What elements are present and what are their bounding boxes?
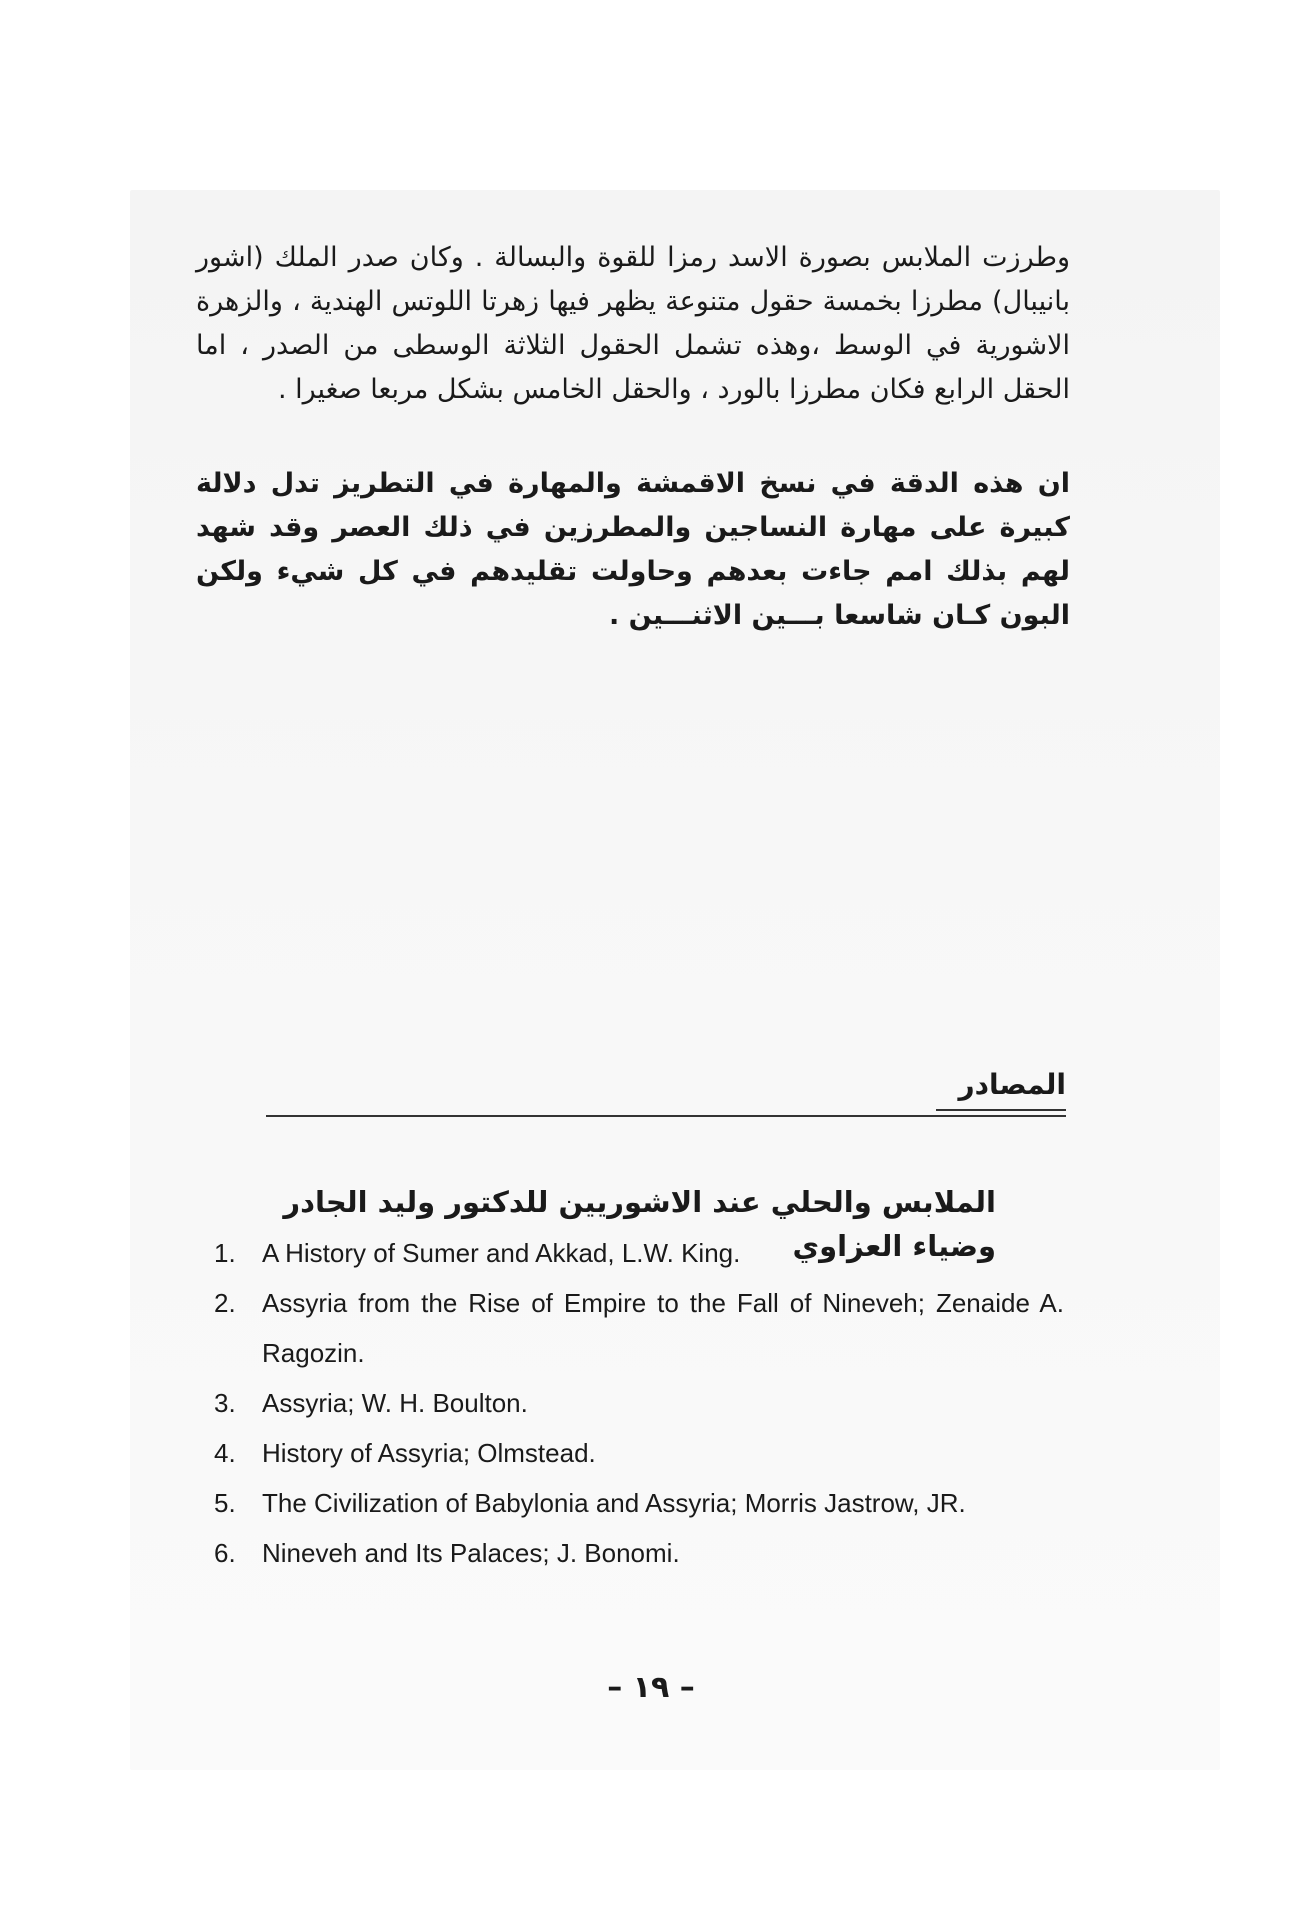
arabic-reference: الملابس والحلي عند الاشوريين للدكتور وليد الجادر وضياء العزاوي <box>283 1185 996 1263</box>
page-number: – ١٩ – <box>607 1670 695 1705</box>
paragraph-1: وطرزت الملابس بصورة الاسد رمزا للقوة والبسالة . وكان صدر الملك (اشور بانيبال) مطرزا بخمسة حقول متنوعة يظهر فيها زهرتا اللوتس الهندية ، والزهرة الاشورية في الوسط ،وهذه تشمل الحقول الثلاثة الوسطى من الصدر ، اما الحقل الرابع فكان مطرزا بالورد ، والحقل الخامس بشكل مربعا صغيرا . <box>196 242 1070 405</box>
reference-number: 3. <box>214 1388 236 1418</box>
reference-number: 6. <box>214 1538 236 1568</box>
reference-item <box>214 1528 1064 1578</box>
reference-number: 5. <box>214 1488 236 1518</box>
reference-text: A History of Sumer and Akkad, L.W. King. <box>262 1238 741 1268</box>
reference-item <box>214 1278 1064 1378</box>
heading-rule <box>266 1109 1066 1123</box>
heading-rule-short <box>936 1109 1066 1111</box>
reference-number: 4. <box>214 1438 236 1468</box>
reference-item <box>214 1378 1064 1428</box>
sources-heading: المصادر <box>958 1068 1066 1101</box>
heading-rule-long <box>266 1115 1066 1117</box>
sources-section <box>266 1065 1066 1123</box>
reference-number: 2. <box>214 1288 236 1318</box>
main-text <box>196 236 1070 638</box>
reference-text: Assyria from the Rise of Empire to the Fall of Nineveh; Zenaide A. Ragozin. <box>262 1288 1064 1368</box>
reference-text: Assyria; W. H. Boulton. <box>262 1388 528 1418</box>
reference-number: 1. <box>214 1238 236 1268</box>
reference-item <box>214 1428 1064 1478</box>
reference-item <box>214 1228 1064 1278</box>
reference-item <box>214 1478 1064 1528</box>
paragraph-2: ان هذه الدقة في نسخ الاقمشة والمهارة في التطريز تدل دلالة كبيرة على مهارة النساجين والمطرزين في ذلك العصر وقد شهد لهم بذلك امم جاءت بعدهم وحاولت تقليدهم في كل شيء ولكن البون كـان شاسعا بـــين الاثنـــين . <box>196 468 1070 631</box>
reference-text: Nineveh and Its Palaces; J. Bonomi. <box>262 1538 680 1568</box>
reference-list <box>214 1228 1064 1578</box>
reference-text: History of Assyria; Olmstead. <box>262 1438 596 1468</box>
reference-text: The Civilization of Babylonia and Assyria; Morris Jastrow, JR. <box>262 1488 966 1518</box>
